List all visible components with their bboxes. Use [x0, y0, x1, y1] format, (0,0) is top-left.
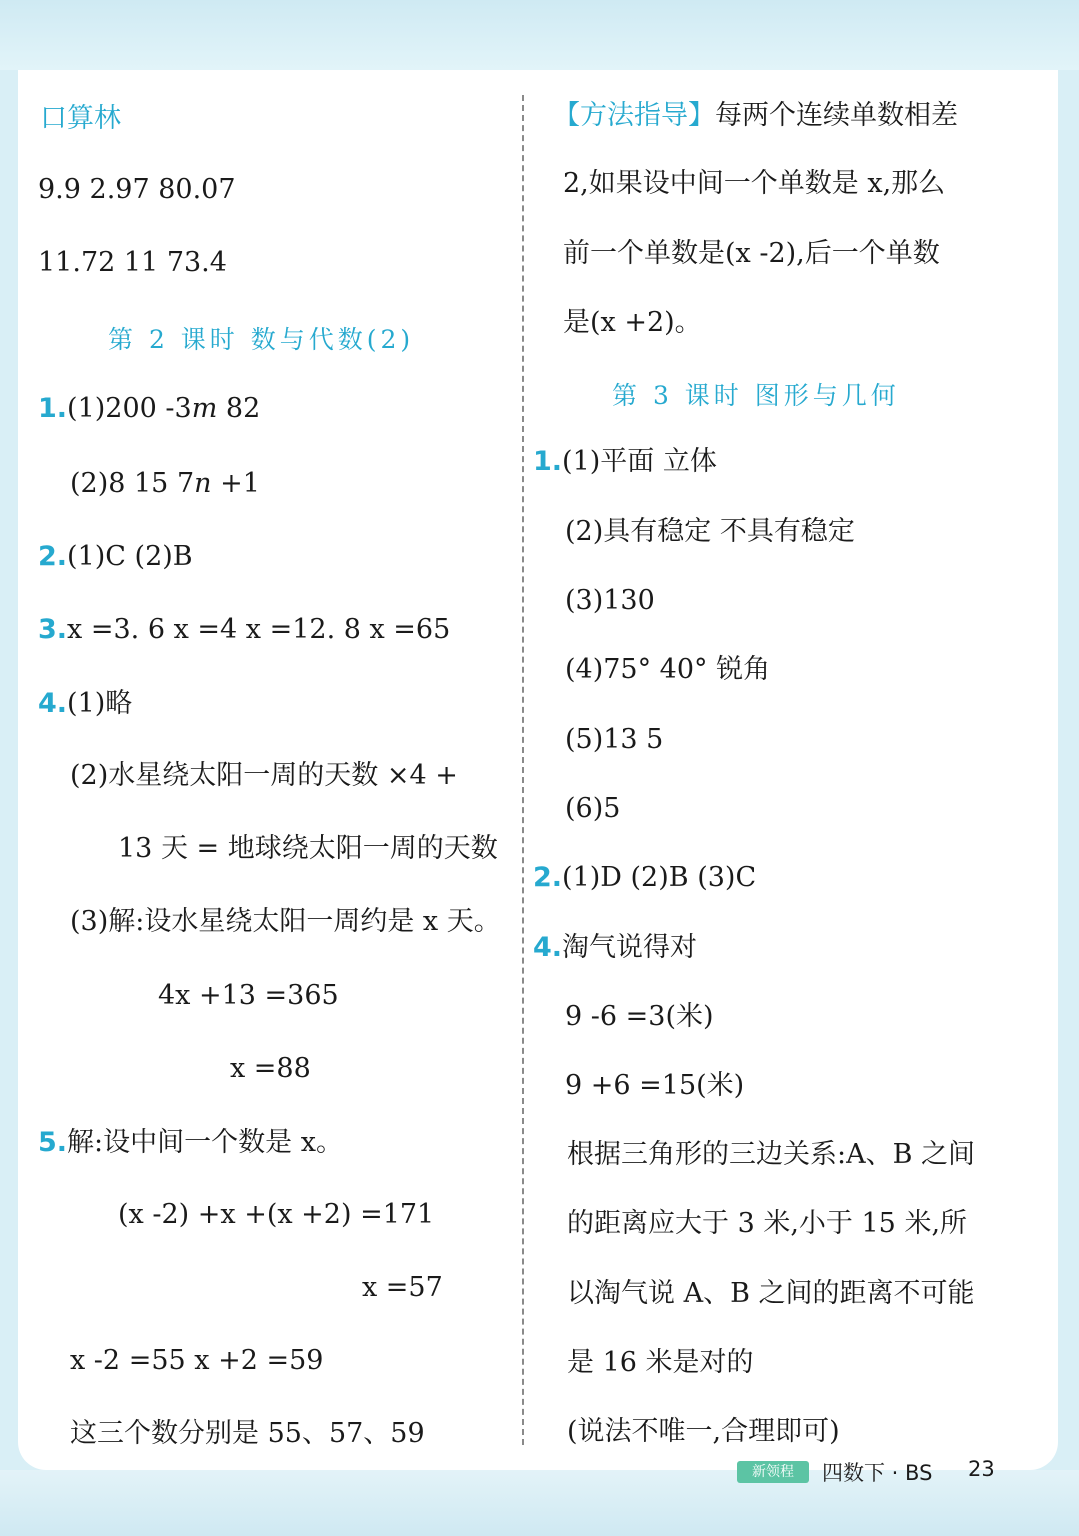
- r-q1-line-5: (5)13 5: [565, 724, 664, 755]
- lesson-2-title: 第 2 课时 数与代数(2): [108, 325, 415, 354]
- kousuan-row-1: 9.9 2.97 80.07: [38, 174, 236, 205]
- q4-line-5: 4x +13 =365: [158, 980, 339, 1011]
- method-line-2: 2,如果设中间一个单数是 x,那么: [563, 168, 946, 199]
- q4-number: 4.: [38, 688, 68, 719]
- r-q1-block: [533, 446, 717, 478]
- q1-line-1: (1)200 -3: [67, 393, 192, 424]
- q4-line-2: (2)水星绕太阳一周的天数 ×4 +: [70, 760, 458, 791]
- q1-number: 1.: [38, 393, 68, 424]
- q4-line-3: 13 天 = 地球绕太阳一周的天数: [118, 833, 498, 864]
- q5-line-1: 解:设中间一个数是 x。: [67, 1127, 343, 1158]
- page-number: 23: [968, 1457, 995, 1481]
- q5-number: 5.: [38, 1127, 68, 1158]
- r-q4-line-5: 的距离应大于 3 米,小于 15 米,所: [567, 1208, 968, 1239]
- r-q1-line-6: (6)5: [565, 793, 621, 824]
- q3-block: [38, 614, 450, 646]
- r-q1-number: 1.: [533, 446, 563, 477]
- q5-block: [38, 1127, 343, 1159]
- q4-line-4: (3)解:设水星绕太阳一周约是 x 天。: [70, 906, 501, 937]
- q1-block: [38, 393, 260, 425]
- q1-line-2-block: [70, 468, 260, 500]
- method-line-3: 前一个单数是(x -2),后一个单数: [563, 238, 940, 269]
- r-q4-block: [533, 932, 697, 964]
- q5-line-5: 这三个数分别是 55、57、59: [70, 1418, 425, 1449]
- r-q4-line-2: 9 -6 =3(米): [565, 1001, 714, 1032]
- q3-number: 3.: [38, 614, 68, 645]
- top-band: [0, 0, 1079, 70]
- lesson-3-title: 第 3 课时 图形与几何: [612, 381, 900, 410]
- kousuan-row-2: 11.72 11 73.4: [38, 247, 227, 278]
- q1-line-1-tail: 82: [217, 393, 261, 424]
- r-q2-number: 2.: [533, 862, 563, 893]
- r-q4-line-4: 根据三角形的三边关系:A、B 之间: [567, 1139, 976, 1170]
- r-q4-line-8: (说法不唯一,合理即可): [567, 1416, 840, 1447]
- q2-number: 2.: [38, 541, 68, 572]
- q5-line-3: x =57: [362, 1272, 443, 1303]
- q1-line-2-tail: +1: [211, 468, 260, 499]
- series-badge: 新领程: [737, 1461, 809, 1483]
- q1-line-2: (2)8 15 7: [70, 468, 195, 499]
- column-divider: [522, 95, 524, 1445]
- r-q4-line-3: 9 +6 =15(米): [565, 1070, 745, 1101]
- r-q2-line: (1)D (2)B (3)C: [562, 862, 757, 893]
- q2-block: [38, 541, 193, 573]
- book-label: 四数下 · BS: [822, 1461, 933, 1485]
- method-line-1: 每两个连续单数相差: [715, 100, 958, 131]
- q1-var-m: m: [191, 393, 218, 424]
- r-q1-line-1: (1)平面 立体: [562, 446, 717, 477]
- q2-line: (1)C (2)B: [67, 541, 193, 572]
- q4-line-6: x =88: [230, 1053, 311, 1084]
- r-q4-line-7: 是 16 米是对的: [567, 1347, 754, 1378]
- r-q4-line-1: 淘气说得对: [562, 932, 698, 963]
- r-q2-block: [533, 862, 756, 894]
- q4-block: [38, 688, 132, 720]
- r-q1-line-4: (4)75° 40° 锐角: [565, 654, 771, 685]
- method-line-1-block: [553, 100, 958, 132]
- r-q4-line-6: 以淘气说 A、B 之间的距离不可能: [567, 1278, 975, 1309]
- q4-line-1: (1)略: [67, 688, 133, 719]
- r-q1-line-3: (3)130: [565, 585, 655, 616]
- q3-line: x =3. 6 x =4 x =12. 8 x =65: [67, 614, 451, 645]
- r-q4-number: 4.: [533, 932, 563, 963]
- q5-line-2: (x -2) +x +(x +2) =171: [118, 1199, 435, 1230]
- method-line-4: 是(x +2)。: [563, 307, 702, 338]
- kousuan-title: 口算林: [40, 103, 121, 134]
- q5-line-4: x -2 =55 x +2 =59: [70, 1345, 324, 1376]
- q1-var-n: n: [194, 468, 212, 499]
- method-label: 【方法指导】: [553, 100, 715, 131]
- r-q1-line-2: (2)具有稳定 不具有稳定: [565, 516, 855, 547]
